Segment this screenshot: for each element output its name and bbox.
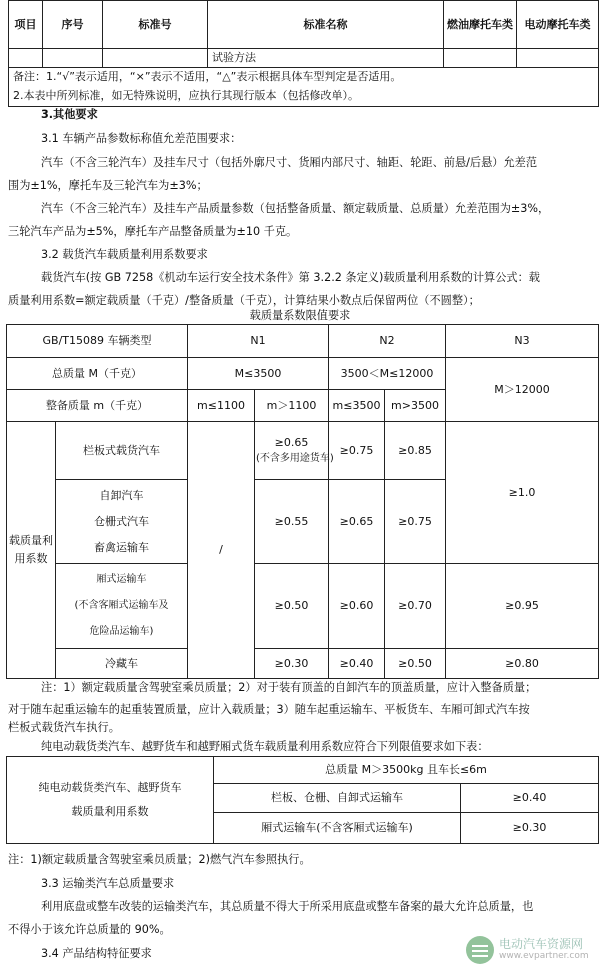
section-title: 3.其他要求 [41, 108, 98, 121]
paragraph: 汽车（不含三轮汽车）及挂车尺寸（包括外廓尺寸、货厢内部尺寸、轴距、轮距、前悬/后悬）允差范 [41, 156, 538, 169]
vehicle-name [56, 480, 188, 564]
header-std-name: 标准名称 [208, 1, 444, 49]
vehicle-name-line: 仓栅式汽车 [94, 514, 149, 528]
coef-value: ≥0.80 [446, 649, 599, 679]
cell [43, 49, 103, 68]
cell [444, 49, 517, 68]
coef-value: ≥0.85 [385, 422, 446, 480]
paragraph: 不得小于该允许总质量的 90%。 [8, 923, 171, 936]
coef-value: ≥0.50 [255, 564, 329, 649]
note: 注：1)额定载质量含驾驶室乘员质量；2)燃气汽车参照执行。 [8, 853, 311, 866]
vehicle-name-line: 厢式运输车 [96, 574, 147, 585]
paragraph: 利用底盘或整车改装的运输类汽车，其总质量不得大于所采用底盘或整车备案的最大允许总质量，也 [41, 900, 534, 913]
n3-mass: M＞12000 [446, 358, 599, 422]
subsection-title: 3.3 运输类汽车总质量要求 [41, 877, 175, 890]
total-mass-label: 总质量 M（千克） [7, 358, 188, 390]
ev-label [7, 757, 214, 844]
curb-range: m＞1100 [255, 390, 329, 422]
note: 注：1）额定载质量含驾驶室乘员质量；2）对于装有顶盖的自卸汽车的顶盖质量，应计入整备质量； [41, 681, 537, 694]
vehicle-type-label: GB/T15089 车辆类型 [7, 325, 188, 358]
vehicle-name-line: 自卸汽车 [99, 488, 144, 502]
curb-range: m≤1100 [188, 390, 255, 422]
subsection-title: 3.1 车辆产品参数标称值允差范围要求： [41, 132, 242, 145]
ev-coef-value: ≥0.40 [461, 784, 599, 813]
coef-note: (不含多用途货车) [256, 453, 334, 465]
cell [103, 49, 208, 68]
n1-header: N1 [188, 325, 329, 358]
vehicle-name-line: 畜禽运输车 [94, 540, 149, 554]
header-fuel-moto: 燃油摩托车类 [444, 1, 517, 49]
n3-header: N3 [446, 325, 599, 358]
paragraph: 纯电动载货类汽车、越野货车和越野厢式货车载质量利用系数应符合下列限值要求如下表： [41, 740, 489, 753]
watermark-text: 电动汽车资源网 [499, 937, 584, 951]
coef-value: ≥0.60 [329, 564, 385, 649]
subsection-title: 3.4 产品结构特征要求 [41, 947, 152, 960]
coef-value: ≥0.40 [329, 649, 385, 679]
curb-range: m>3500 [385, 390, 446, 422]
vehicle-name-line: 危险品运输车) [89, 626, 154, 637]
cell [9, 49, 43, 68]
note: 对于随车起重运输车的起重装置质量，应计入载质量；3）随车起重运输车、平板货车、车厢可卸式汽车按 [8, 703, 530, 716]
n2-header: N2 [329, 325, 446, 358]
coef-value: ≥0.75 [329, 422, 385, 480]
coef-value: ≥0.95 [446, 564, 599, 649]
coef-value-text: ≥0.65 [274, 435, 309, 449]
subsection-title: 3.2 载货汽车载质量利用系数要求 [41, 248, 208, 261]
table-note: 2.本表中所列标准，如无特殊说明，应执行其现行版本（包括修改单）。 [9, 87, 599, 107]
watermark-logo-icon [466, 936, 494, 964]
vehicle-name: 栏板式载货汽车 [56, 422, 188, 480]
paragraph: 载货汽车(按 GB 7258《机动车运行安全技术条件》第 3.2.2 条定义)载质量利用系数的计算公式：载 [41, 271, 540, 284]
curb-range: m≤3500 [329, 390, 385, 422]
note: 栏板式载货汽车执行。 [8, 721, 120, 734]
paragraph: 围为±1%，摩托车及三轮汽车为±3%； [8, 179, 208, 192]
paragraph: 三轮汽车产品为±5%，摩托车产品整备质量为±10 千克。 [8, 225, 298, 238]
coef-value: ≥0.30 [255, 649, 329, 679]
ev-vehicle-type: 栏板、仓栅、自卸式运输车 [214, 784, 461, 813]
table-caption: 载质量系数限值要求 [249, 309, 351, 322]
coef-value: ≥0.55 [255, 480, 329, 564]
coef-value: ≥0.70 [385, 564, 446, 649]
header-electric-moto: 电动摩托车类 [517, 1, 599, 49]
coef-value: ≥1.0 [446, 422, 599, 564]
vehicle-name: 冷藏车 [56, 649, 188, 679]
coef-value: ≥0.75 [385, 480, 446, 564]
coef-value: ≥0.50 [385, 649, 446, 679]
ev-label-line: 载质量利用系数 [71, 805, 149, 818]
vehicle-name-line: (不含客厢式运输车及 [74, 600, 169, 611]
ev-coef-value: ≥0.30 [461, 813, 599, 844]
vehicle-name [56, 564, 188, 649]
coef-value: ≥0.65 [329, 480, 385, 564]
standards-table [8, 0, 599, 107]
header-std-no: 标准号 [103, 1, 208, 49]
paragraph: 质量利用系数=额定载质量（千克）/整备质量（千克），计算结果小数点后保留两位（不圆整）； [8, 294, 480, 307]
cell [517, 49, 599, 68]
watermark [466, 936, 589, 964]
n1-mass: M≤3500 [188, 358, 329, 390]
std-name-cell: 试验方法 [208, 49, 444, 68]
curb-mass-label: 整备质量 m（千克） [7, 390, 188, 422]
paragraph: 汽车（不含三轮汽车）及挂车产品质量参数（包括整备质量、额定载质量、总质量）允差范围为±3%， [41, 202, 550, 215]
not-applicable: / [188, 422, 255, 679]
row-label: 载质量利用系数 [7, 422, 56, 679]
coef-value [255, 422, 334, 480]
watermark-url: www.evpartner.com [499, 951, 589, 961]
ev-condition: 总质量 M＞3500kg 且车长≤6m [214, 757, 599, 784]
ev-coefficient-table [6, 756, 599, 844]
ev-label-line: 纯电动载货类汽车、越野货车 [38, 781, 182, 794]
table-note: 备注：1.“√”表示适用，“×”表示不适用，“△”表示根据具体车型判定是否适用。 [9, 68, 599, 87]
coefficient-table [6, 324, 599, 679]
ev-vehicle-type: 厢式运输车(不含客厢式运输车) [214, 813, 461, 844]
n2-mass: 3500＜M≤12000 [329, 358, 446, 390]
header-item: 项目 [9, 1, 43, 49]
header-seq: 序号 [43, 1, 103, 49]
